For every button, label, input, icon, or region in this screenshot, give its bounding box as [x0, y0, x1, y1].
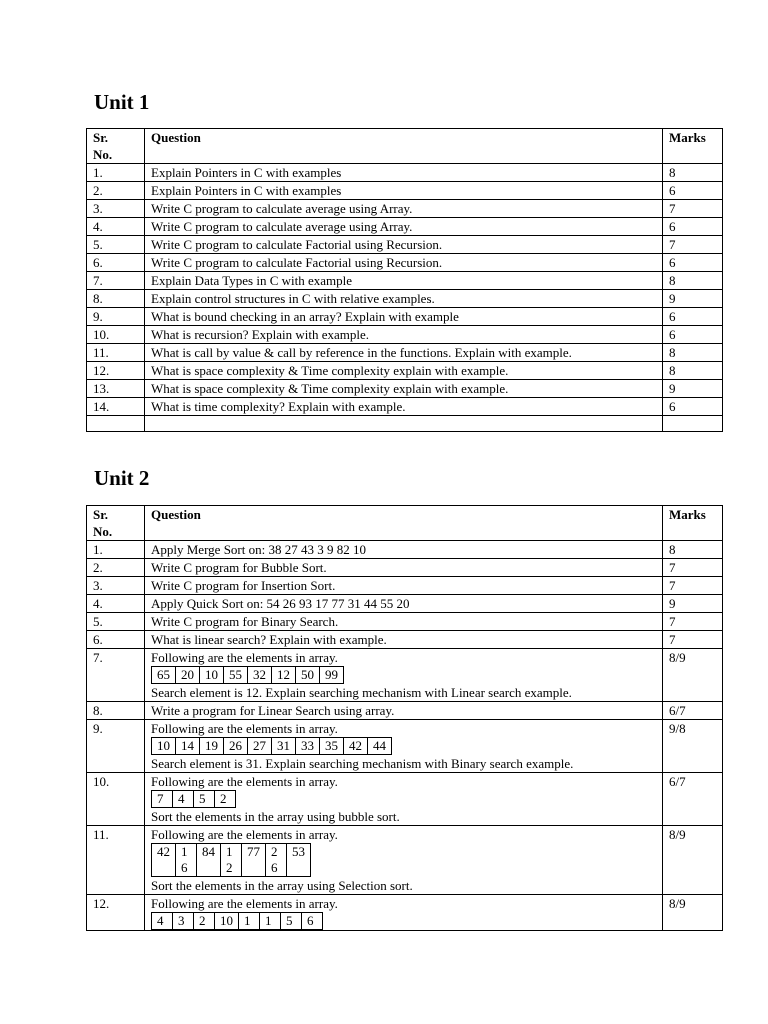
question-text: Write C program for Binary Search.: [151, 614, 339, 629]
table-row: [87, 559, 723, 577]
array-cell: 20: [176, 667, 200, 684]
array-cell: 42: [152, 844, 176, 877]
unit-1-question-table: [86, 128, 723, 432]
question-cell: [145, 380, 663, 398]
sr-number: 7.: [87, 272, 145, 290]
table-row: [87, 254, 723, 272]
question-text: Write C program to calculate Factorial using Recursion.: [151, 237, 443, 252]
unit-1-title: Unit 1: [94, 90, 150, 114]
marks-header: Marks: [663, 129, 723, 164]
table-header-row: [87, 506, 723, 541]
array-cell: 65: [152, 667, 176, 684]
question-cell: [145, 720, 663, 773]
table-row: [87, 702, 723, 720]
sr-no-header: Sr. No.: [87, 129, 145, 164]
question-cell: [145, 308, 663, 326]
array-cell: 5: [194, 791, 215, 808]
marks-value: 6: [663, 254, 723, 272]
sr-number: 1.: [87, 541, 145, 559]
question-cell: [145, 702, 663, 720]
sr-number: 4.: [87, 218, 145, 236]
table-row: [87, 773, 723, 826]
empty-cell: [145, 416, 663, 432]
question-cell: [145, 362, 663, 380]
marks-value: 6/7: [663, 702, 723, 720]
sr-number: 6.: [87, 631, 145, 649]
sr-number: 12.: [87, 362, 145, 380]
marks-value: 8: [663, 362, 723, 380]
marks-value: 9/8: [663, 720, 723, 773]
sr-number: 3.: [87, 577, 145, 595]
array-cell: 33: [296, 738, 320, 755]
table-row: [87, 577, 723, 595]
sr-number: 9.: [87, 720, 145, 773]
marks-header: Marks: [663, 506, 723, 541]
array-cell: 32: [248, 667, 272, 684]
array-cell: 27: [248, 738, 272, 755]
question-text: Write C program for Insertion Sort.: [151, 578, 336, 593]
array-cell: 7: [152, 791, 173, 808]
array-cell: 31: [272, 738, 296, 755]
array-cell: 35: [320, 738, 344, 755]
table-row: [87, 164, 723, 182]
marks-value: 6/7: [663, 773, 723, 826]
question-text: What is recursion? Explain with example.: [151, 327, 370, 342]
question-text: Write C program for Bubble Sort.: [151, 560, 327, 575]
question-cell: [145, 577, 663, 595]
empty-row: [87, 416, 723, 432]
array-cell: 50: [296, 667, 320, 684]
array-cell: 2: [215, 791, 236, 808]
table-row: [87, 236, 723, 254]
question-instruction: Search element is 12. Explain searching mechanism with Linear search example.: [151, 685, 572, 700]
question-cell: [145, 826, 663, 895]
sr-number: 10.: [87, 773, 145, 826]
table-row: [87, 398, 723, 416]
question-cell: [145, 236, 663, 254]
question-text: Following are the elements in array.: [151, 721, 338, 736]
question-text: Explain Pointers in C with examples: [151, 183, 342, 198]
question-instruction: Sort the elements in the array using bubble sort.: [151, 809, 400, 824]
question-cell: [145, 200, 663, 218]
array-cell: 5: [281, 913, 302, 930]
array-cell: 84: [197, 844, 221, 877]
array-cell: 53: [287, 844, 311, 877]
array-cell: 3: [173, 913, 194, 930]
empty-cell: [663, 416, 723, 432]
question-text: What is space complexity & Time complexity explain with example.: [151, 381, 509, 396]
array-cell: 1: [239, 913, 260, 930]
array-cell: 14: [176, 738, 200, 755]
sr-number: 9.: [87, 308, 145, 326]
marks-value: 8/9: [663, 895, 723, 931]
question-text: Apply Merge Sort on: 38 27 43 3 9 82 10: [151, 542, 366, 557]
array-cell: 2: [194, 913, 215, 930]
question-cell: [145, 398, 663, 416]
marks-value: 8: [663, 164, 723, 182]
array-cell: 10: [152, 738, 176, 755]
question-cell: [145, 182, 663, 200]
marks-value: 8/9: [663, 649, 723, 702]
question-cell: [145, 773, 663, 826]
sr-number: 7.: [87, 649, 145, 702]
array-cell: 55: [224, 667, 248, 684]
table-row: [87, 595, 723, 613]
question-cell: [145, 164, 663, 182]
question-text: Explain Pointers in C with examples: [151, 165, 342, 180]
unit-2-title: Unit 2: [94, 466, 150, 490]
marks-value: 9: [663, 290, 723, 308]
array-elements: [151, 737, 392, 755]
table-row: [87, 613, 723, 631]
array-cell: 1 2: [221, 844, 242, 877]
sr-number: 14.: [87, 398, 145, 416]
array-cell: 19: [200, 738, 224, 755]
table-row: [87, 218, 723, 236]
table-row: [87, 344, 723, 362]
sr-number: 12.: [87, 895, 145, 931]
question-text: What is time complexity? Explain with example.: [151, 399, 406, 414]
array-elements: [151, 843, 311, 877]
sr-number: 13.: [87, 380, 145, 398]
table-row: [87, 272, 723, 290]
array-cell: 2 6: [266, 844, 287, 877]
sr-number: 8.: [87, 702, 145, 720]
sr-number: 11.: [87, 826, 145, 895]
marks-value: 6: [663, 326, 723, 344]
marks-value: 7: [663, 577, 723, 595]
question-text: Write C program to calculate average using Array.: [151, 201, 413, 216]
question-text: Following are the elements in array.: [151, 896, 338, 911]
marks-value: 9: [663, 380, 723, 398]
array-elements: [151, 666, 344, 684]
sr-number: 8.: [87, 290, 145, 308]
sr-number: 2.: [87, 559, 145, 577]
unit-2-question-table: [86, 505, 723, 931]
array-cell: 1: [260, 913, 281, 930]
marks-value: 7: [663, 613, 723, 631]
table-header-row: [87, 129, 723, 164]
question-text: What is call by value & call by reference in the functions. Explain with example.: [151, 345, 572, 360]
question-cell: [145, 631, 663, 649]
array-cell: 1 6: [176, 844, 197, 877]
marks-value: 6: [663, 182, 723, 200]
question-text: What is bound checking in an array? Explain with example: [151, 309, 459, 324]
question-text: Write a program for Linear Search using array.: [151, 703, 395, 718]
array-cell: 77: [242, 844, 266, 877]
marks-value: 8: [663, 272, 723, 290]
question-text: Write C program to calculate Factorial using Recursion.: [151, 255, 443, 270]
array-cell: 6: [302, 913, 323, 930]
question-text: Explain control structures in C with relative examples.: [151, 291, 435, 306]
table-row: [87, 541, 723, 559]
question-text: What is space complexity & Time complexity explain with example.: [151, 363, 509, 378]
table-row: [87, 290, 723, 308]
question-cell: [145, 613, 663, 631]
marks-value: 7: [663, 559, 723, 577]
question-cell: [145, 595, 663, 613]
question-instruction: Sort the elements in the array using Selection sort.: [151, 878, 413, 893]
marks-value: 7: [663, 200, 723, 218]
marks-value: 8: [663, 344, 723, 362]
marks-value: 6: [663, 218, 723, 236]
table-row: [87, 631, 723, 649]
empty-cell: [87, 416, 145, 432]
question-text: Following are the elements in array.: [151, 774, 338, 789]
sr-number: 5.: [87, 236, 145, 254]
table-row: [87, 362, 723, 380]
table-row: [87, 182, 723, 200]
table-row: [87, 380, 723, 398]
table-row: [87, 326, 723, 344]
array-cell: 44: [368, 738, 392, 755]
sr-no-header: Sr. No.: [87, 506, 145, 541]
table-row: [87, 308, 723, 326]
question-cell: [145, 326, 663, 344]
marks-value: 9: [663, 595, 723, 613]
question-text: Following are the elements in array.: [151, 827, 338, 842]
array-cell: 26: [224, 738, 248, 755]
marks-value: 7: [663, 236, 723, 254]
table-row: [87, 649, 723, 702]
marks-value: 6: [663, 398, 723, 416]
sr-number: 6.: [87, 254, 145, 272]
table-row: [87, 200, 723, 218]
sr-number: 10.: [87, 326, 145, 344]
table-row: [87, 826, 723, 895]
question-cell: [145, 272, 663, 290]
question-instruction: Search element is 31. Explain searching mechanism with Binary search example.: [151, 756, 574, 771]
question-cell: [145, 559, 663, 577]
sr-number: 2.: [87, 182, 145, 200]
question-header: Question: [145, 506, 663, 541]
table-row: [87, 895, 723, 931]
question-text: Explain Data Types in C with example: [151, 273, 353, 288]
array-cell: 12: [272, 667, 296, 684]
array-elements: [151, 912, 323, 930]
sr-number: 1.: [87, 164, 145, 182]
question-cell: [145, 344, 663, 362]
sr-number: 4.: [87, 595, 145, 613]
question-text: What is linear search? Explain with example.: [151, 632, 387, 647]
question-text: Write C program to calculate average using Array.: [151, 219, 413, 234]
sr-number: 3.: [87, 200, 145, 218]
sr-number: 5.: [87, 613, 145, 631]
question-text: Following are the elements in array.: [151, 650, 338, 665]
marks-value: 8: [663, 541, 723, 559]
array-cell: 42: [344, 738, 368, 755]
question-cell: [145, 290, 663, 308]
sr-number: 11.: [87, 344, 145, 362]
question-text: Apply Quick Sort on: 54 26 93 17 77 31 44 55 20: [151, 596, 410, 611]
array-cell: 4: [152, 913, 173, 930]
question-cell: [145, 541, 663, 559]
array-elements: [151, 790, 236, 808]
question-header: Question: [145, 129, 663, 164]
question-cell: [145, 254, 663, 272]
array-cell: 10: [215, 913, 239, 930]
array-cell: 4: [173, 791, 194, 808]
array-cell: 10: [200, 667, 224, 684]
marks-value: 6: [663, 308, 723, 326]
marks-value: 7: [663, 631, 723, 649]
table-row: [87, 720, 723, 773]
marks-value: 8/9: [663, 826, 723, 895]
question-cell: [145, 649, 663, 702]
question-cell: [145, 895, 663, 931]
question-cell: [145, 218, 663, 236]
array-cell: 99: [320, 667, 344, 684]
